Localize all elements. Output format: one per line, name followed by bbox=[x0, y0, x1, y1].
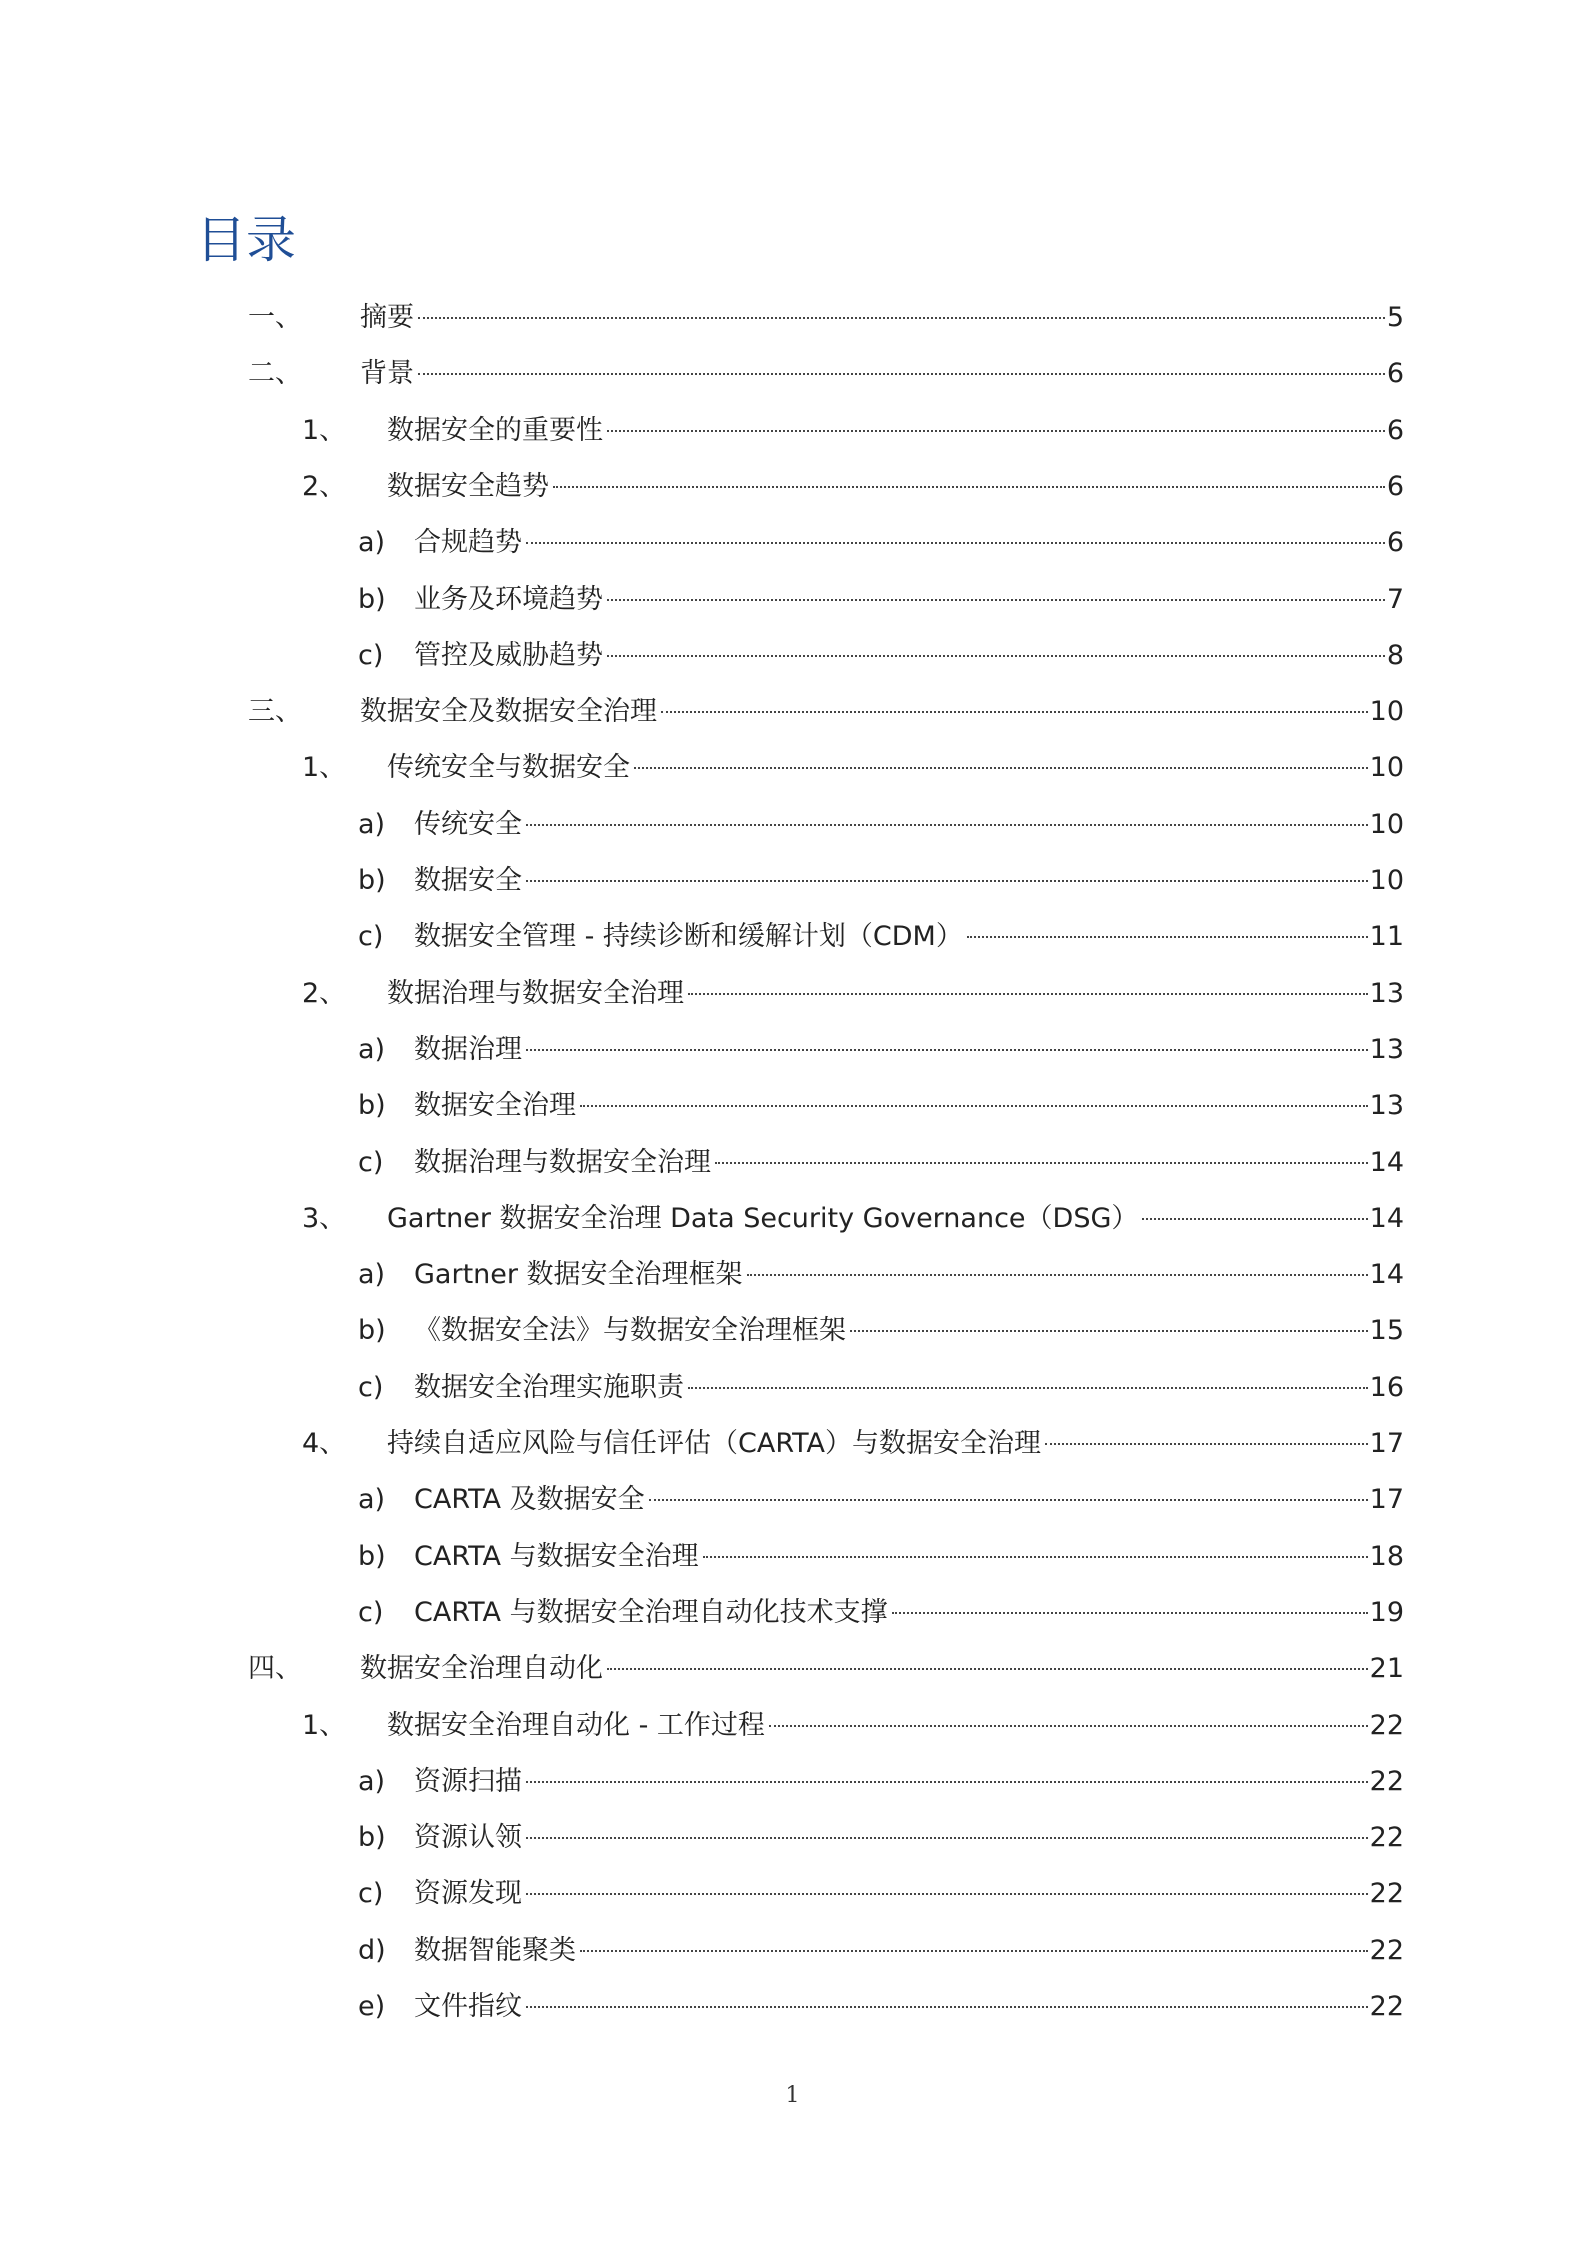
page-title: 目录 bbox=[196, 211, 296, 269]
toc-entry-number: b) bbox=[358, 1822, 386, 1853]
toc-entry-page: 22 bbox=[1369, 1935, 1404, 1966]
toc-entry-number: 1、 bbox=[302, 1710, 347, 1741]
toc-dot-leader bbox=[526, 542, 1385, 544]
toc-entry[interactable] bbox=[358, 1931, 1404, 1971]
toc-entry-page: 5 bbox=[1386, 302, 1404, 333]
toc-entry-page: 22 bbox=[1369, 1766, 1404, 1797]
toc-entry-page: 8 bbox=[1386, 640, 1404, 671]
toc-dot-leader bbox=[526, 1049, 1368, 1051]
toc-entry-number: c) bbox=[358, 1147, 384, 1178]
toc-entry-number: c) bbox=[358, 921, 384, 952]
toc-entry-title: 背景 bbox=[360, 358, 414, 389]
toc-dot-leader bbox=[967, 936, 1368, 938]
toc-entry-number: 2、 bbox=[302, 978, 347, 1009]
toc-entry[interactable] bbox=[358, 1818, 1404, 1858]
toc-entry-page: 7 bbox=[1386, 584, 1404, 615]
toc-entry[interactable] bbox=[248, 1649, 1404, 1689]
toc-entry-page: 13 bbox=[1369, 1090, 1404, 1121]
toc-entry[interactable] bbox=[302, 1424, 1404, 1464]
toc-entry-title: 数据安全治理 bbox=[414, 1090, 576, 1121]
toc-entry-number: b) bbox=[358, 1090, 386, 1121]
toc-entry-page: 14 bbox=[1369, 1147, 1404, 1178]
toc-entry[interactable] bbox=[358, 1255, 1404, 1295]
toc-entry[interactable] bbox=[358, 1030, 1404, 1070]
toc-entry-number: b) bbox=[358, 865, 386, 896]
toc-dot-leader bbox=[526, 880, 1368, 882]
toc-entry-number: a) bbox=[358, 1034, 386, 1065]
toc-entry-title: 持续自适应风险与信任评估（CARTA）与数据安全治理 bbox=[387, 1428, 1041, 1459]
toc-dot-leader bbox=[850, 1330, 1368, 1332]
toc-dot-leader bbox=[580, 1950, 1368, 1952]
toc-entry-title: CARTA 及数据安全 bbox=[414, 1484, 645, 1515]
toc-entry-page: 13 bbox=[1369, 1034, 1404, 1065]
toc-entry[interactable] bbox=[248, 354, 1404, 394]
toc-entry-page: 11 bbox=[1369, 921, 1404, 952]
toc-entry[interactable] bbox=[358, 1537, 1404, 1577]
toc-entry-number: c) bbox=[358, 1597, 384, 1628]
toc-dot-leader bbox=[661, 711, 1368, 713]
toc-dot-leader bbox=[607, 1668, 1368, 1670]
toc-entry[interactable] bbox=[358, 1987, 1404, 2027]
toc-entry-number: a) bbox=[358, 1484, 386, 1515]
toc-entry[interactable] bbox=[358, 1593, 1404, 1633]
toc-entry-number: c) bbox=[358, 640, 384, 671]
toc-entry-page: 6 bbox=[1386, 527, 1404, 558]
toc-entry-page: 17 bbox=[1369, 1484, 1404, 1515]
toc-entry-number: a) bbox=[358, 809, 386, 840]
toc-entry-number: a) bbox=[358, 1766, 386, 1797]
toc-entry[interactable] bbox=[358, 1143, 1404, 1183]
toc-entry-page: 17 bbox=[1369, 1428, 1404, 1459]
toc-entry-number: 3、 bbox=[302, 1203, 347, 1234]
toc-entry-number: b) bbox=[358, 584, 386, 615]
toc-entry-page: 10 bbox=[1369, 752, 1404, 783]
toc-entry-number: a) bbox=[358, 527, 386, 558]
toc-entry[interactable] bbox=[358, 523, 1404, 563]
toc-entry-page: 15 bbox=[1369, 1315, 1404, 1346]
toc-entry-title: 管控及威胁趋势 bbox=[414, 640, 603, 671]
toc-entry-number: b) bbox=[358, 1315, 386, 1346]
toc-entry[interactable] bbox=[302, 974, 1404, 1014]
toc-entry-page: 10 bbox=[1369, 809, 1404, 840]
toc-entry-title: 摘要 bbox=[360, 302, 414, 333]
toc-dot-leader bbox=[649, 1499, 1368, 1501]
toc-entry-title: 传统安全与数据安全 bbox=[387, 752, 630, 783]
toc-dot-leader bbox=[526, 2006, 1368, 2008]
toc-entry-title: 文件指纹 bbox=[414, 1991, 522, 2022]
toc-entry[interactable] bbox=[358, 1874, 1404, 1914]
toc-entry-number: 一、 bbox=[248, 302, 302, 333]
toc-entry-number: 1、 bbox=[302, 415, 347, 446]
toc-entry-title: 数据治理 bbox=[414, 1034, 522, 1065]
toc-entry-number: b) bbox=[358, 1541, 386, 1572]
toc-entry-number: 二、 bbox=[248, 358, 302, 389]
toc-entry-page: 10 bbox=[1369, 865, 1404, 896]
toc-dot-leader bbox=[418, 373, 1385, 375]
toc-entry-title: 数据安全的重要性 bbox=[387, 415, 603, 446]
toc-entry-number: e) bbox=[358, 1991, 386, 2022]
toc-entry-page: 22 bbox=[1369, 1710, 1404, 1741]
toc-dot-leader bbox=[418, 317, 1385, 319]
toc-entry-number: d) bbox=[358, 1935, 386, 1966]
toc-entry-page: 22 bbox=[1369, 1991, 1404, 2022]
toc-entry[interactable] bbox=[248, 692, 1404, 732]
toc-entry-page: 14 bbox=[1369, 1259, 1404, 1290]
toc-dot-leader bbox=[526, 1893, 1368, 1895]
toc-entry[interactable] bbox=[302, 467, 1404, 507]
toc-entry-title: 《数据安全法》与数据安全治理框架 bbox=[414, 1315, 846, 1346]
toc-entry-page: 22 bbox=[1369, 1878, 1404, 1909]
toc-dot-leader bbox=[553, 486, 1385, 488]
toc-entry-title: 数据智能聚类 bbox=[414, 1935, 576, 1966]
toc-entry[interactable] bbox=[358, 636, 1404, 676]
toc-entry-page: 6 bbox=[1386, 415, 1404, 446]
toc-entry-title: 数据安全治理自动化 - 工作过程 bbox=[387, 1710, 765, 1741]
toc-entry-number: c) bbox=[358, 1878, 384, 1909]
page-number: 1 bbox=[785, 2083, 800, 2108]
toc-entry-title: 数据安全趋势 bbox=[387, 471, 549, 502]
toc-entry-page: 18 bbox=[1369, 1541, 1404, 1572]
toc-dot-leader bbox=[526, 1781, 1368, 1783]
toc-entry[interactable] bbox=[358, 1311, 1404, 1351]
toc-entry[interactable] bbox=[302, 748, 1404, 788]
toc-entry-number: 四、 bbox=[248, 1653, 302, 1684]
toc-entry-number: a) bbox=[358, 1259, 386, 1290]
toc-entry-title: 数据安全治理实施职责 bbox=[414, 1372, 684, 1403]
toc-entry-number: 2、 bbox=[302, 471, 347, 502]
toc-entry-title: 数据安全及数据安全治理 bbox=[360, 696, 657, 727]
toc-entry[interactable] bbox=[248, 298, 1404, 338]
toc-entry-page: 21 bbox=[1369, 1653, 1404, 1684]
toc-entry-page: 6 bbox=[1386, 358, 1404, 389]
toc-entry-number: c) bbox=[358, 1372, 384, 1403]
toc-entry-page: 13 bbox=[1369, 978, 1404, 1009]
toc-entry-title: 数据安全 bbox=[414, 865, 522, 896]
toc-dot-leader bbox=[1142, 1218, 1367, 1220]
toc-entry-title: 业务及环境趋势 bbox=[414, 584, 603, 615]
toc-dot-leader bbox=[715, 1162, 1368, 1164]
toc-dot-leader bbox=[526, 1837, 1368, 1839]
toc-entry-title: CARTA 与数据安全治理自动化技术支撑 bbox=[414, 1597, 888, 1628]
toc-dot-leader bbox=[634, 767, 1368, 769]
toc-dot-leader bbox=[703, 1556, 1368, 1558]
toc-entry-number: 1、 bbox=[302, 752, 347, 783]
toc-entry-number: 4、 bbox=[302, 1428, 347, 1459]
toc-dot-leader bbox=[769, 1725, 1368, 1727]
toc-dot-leader bbox=[607, 655, 1385, 657]
toc-dot-leader bbox=[1045, 1443, 1368, 1445]
toc-entry-page: 22 bbox=[1369, 1822, 1404, 1853]
toc-entry-title: 传统安全 bbox=[414, 809, 522, 840]
toc-entry-number: 三、 bbox=[248, 696, 302, 727]
toc-dot-leader bbox=[580, 1105, 1368, 1107]
toc-dot-leader bbox=[688, 993, 1368, 995]
toc-entry-title: 资源扫描 bbox=[414, 1766, 522, 1797]
toc-entry-title: 合规趋势 bbox=[414, 527, 522, 558]
toc-dot-leader bbox=[526, 824, 1368, 826]
toc-entry[interactable] bbox=[358, 1368, 1404, 1408]
toc-entry[interactable] bbox=[358, 917, 1404, 957]
toc-entry[interactable] bbox=[302, 1706, 1404, 1746]
toc-entry-title: 资源发现 bbox=[414, 1878, 522, 1909]
toc-dot-leader bbox=[892, 1612, 1368, 1614]
toc-entry-page: 16 bbox=[1369, 1372, 1404, 1403]
toc-dot-leader bbox=[607, 599, 1385, 601]
toc-entry-title: Gartner 数据安全治理框架 bbox=[414, 1259, 743, 1290]
toc-entry-page: 10 bbox=[1369, 696, 1404, 727]
toc-entry-page: 6 bbox=[1386, 471, 1404, 502]
toc-entry[interactable] bbox=[302, 1199, 1404, 1239]
toc-entry[interactable] bbox=[358, 1480, 1404, 1520]
toc-dot-leader bbox=[747, 1274, 1368, 1276]
toc-entry-title: 数据治理与数据安全治理 bbox=[414, 1147, 711, 1178]
toc-entry[interactable] bbox=[358, 1086, 1404, 1126]
toc-entry-title: Gartner 数据安全治理 Data Security Governance（DSG） bbox=[387, 1203, 1139, 1234]
toc-entry[interactable] bbox=[358, 1762, 1404, 1802]
toc-entry[interactable] bbox=[302, 411, 1404, 451]
toc-entry-title: CARTA 与数据安全治理 bbox=[414, 1541, 699, 1572]
toc-entry-title: 资源认领 bbox=[414, 1822, 522, 1853]
toc-dot-leader bbox=[688, 1387, 1368, 1389]
toc-dot-leader bbox=[607, 430, 1385, 432]
toc-entry-title: 数据安全管理 - 持续诊断和缓解计划（CDM） bbox=[414, 921, 963, 952]
toc-entry-page: 19 bbox=[1369, 1597, 1404, 1628]
toc-entry[interactable] bbox=[358, 861, 1404, 901]
toc-entry-title: 数据治理与数据安全治理 bbox=[387, 978, 684, 1009]
toc-entry[interactable] bbox=[358, 805, 1404, 845]
toc-entry-page: 14 bbox=[1369, 1203, 1404, 1234]
toc-entry[interactable] bbox=[358, 580, 1404, 620]
toc-entry-title: 数据安全治理自动化 bbox=[360, 1653, 603, 1684]
